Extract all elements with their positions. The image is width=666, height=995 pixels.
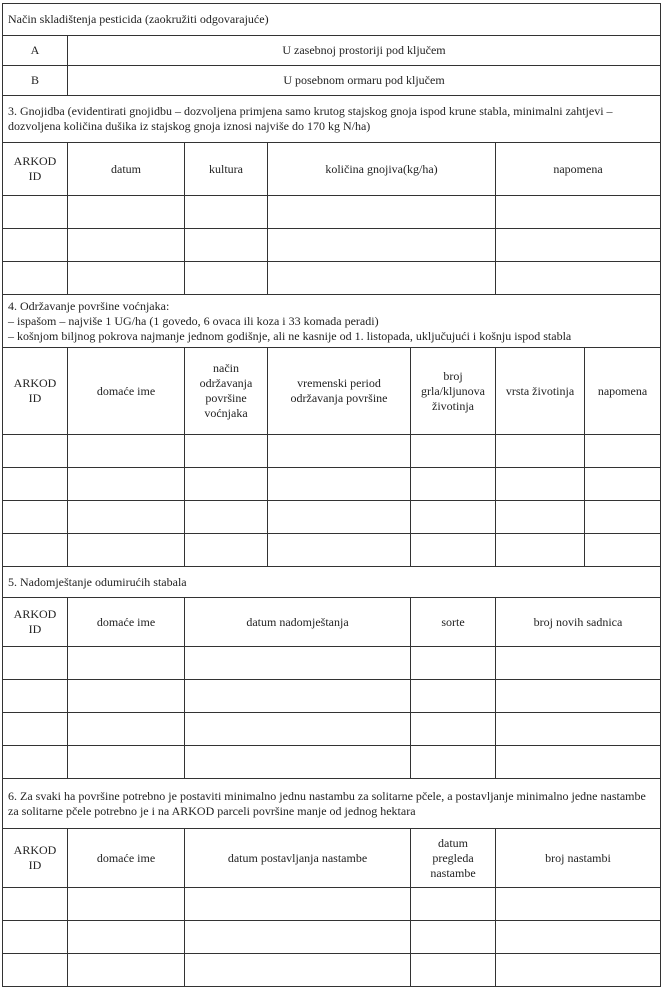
empty-cell[interactable] bbox=[3, 534, 68, 567]
table-row bbox=[3, 746, 661, 779]
column-header: kultura bbox=[185, 143, 268, 196]
column-header: vremenski period održavanja površine bbox=[268, 348, 411, 435]
empty-cell[interactable] bbox=[496, 713, 661, 746]
empty-cell[interactable] bbox=[411, 501, 496, 534]
empty-cell[interactable] bbox=[496, 647, 661, 680]
header-row bbox=[3, 348, 661, 435]
table-row bbox=[3, 196, 661, 229]
empty-cell[interactable] bbox=[496, 229, 661, 262]
empty-cell[interactable] bbox=[3, 647, 68, 680]
storage-option-a[interactable] bbox=[3, 36, 661, 66]
storage-option-b[interactable] bbox=[3, 66, 661, 96]
empty-cell[interactable] bbox=[68, 501, 185, 534]
option-letter[interactable]: A bbox=[3, 36, 68, 66]
empty-cell[interactable] bbox=[3, 196, 68, 229]
empty-cell[interactable] bbox=[585, 435, 661, 468]
empty-cell[interactable] bbox=[68, 262, 185, 295]
empty-cell[interactable] bbox=[411, 888, 496, 921]
empty-cell[interactable] bbox=[411, 954, 496, 987]
column-header: datum bbox=[68, 143, 185, 196]
empty-cell[interactable] bbox=[68, 435, 185, 468]
table-row bbox=[3, 647, 661, 680]
table-row bbox=[3, 888, 661, 921]
table-row bbox=[3, 954, 661, 987]
empty-cell[interactable] bbox=[3, 888, 68, 921]
empty-cell[interactable] bbox=[185, 468, 268, 501]
empty-cell[interactable] bbox=[3, 468, 68, 501]
empty-cell[interactable] bbox=[496, 746, 661, 779]
replacement-table bbox=[2, 566, 661, 779]
table-row bbox=[3, 501, 661, 534]
empty-cell[interactable] bbox=[3, 229, 68, 262]
empty-cell[interactable] bbox=[3, 954, 68, 987]
section-title bbox=[3, 295, 661, 348]
column-header: ARKOD ID bbox=[3, 348, 68, 435]
form-document bbox=[2, 3, 661, 987]
empty-cell[interactable] bbox=[68, 888, 185, 921]
storage-table bbox=[2, 3, 661, 96]
table-row bbox=[3, 262, 661, 295]
column-header: količina gnojiva(kg/ha) bbox=[268, 143, 496, 196]
empty-cell[interactable] bbox=[185, 888, 411, 921]
empty-cell[interactable] bbox=[496, 534, 585, 567]
column-header: vrsta životinja bbox=[496, 348, 585, 435]
empty-cell[interactable] bbox=[185, 501, 268, 534]
empty-cell[interactable] bbox=[68, 954, 185, 987]
empty-cell[interactable] bbox=[3, 501, 68, 534]
fertilization-table bbox=[2, 95, 661, 295]
option-letter[interactable]: B bbox=[3, 66, 68, 96]
empty-cell[interactable] bbox=[496, 888, 661, 921]
empty-cell[interactable] bbox=[268, 435, 411, 468]
empty-cell[interactable] bbox=[268, 534, 411, 567]
empty-cell[interactable] bbox=[268, 262, 496, 295]
empty-cell[interactable] bbox=[3, 680, 68, 713]
column-header: domaće ime bbox=[68, 348, 185, 435]
table-row bbox=[3, 921, 661, 954]
table-row bbox=[3, 229, 661, 262]
empty-cell[interactable] bbox=[411, 921, 496, 954]
column-header: sorte bbox=[411, 598, 496, 647]
column-header: ARKOD ID bbox=[3, 598, 68, 647]
empty-cell[interactable] bbox=[496, 921, 661, 954]
empty-cell[interactable] bbox=[496, 680, 661, 713]
column-header: napomena bbox=[585, 348, 661, 435]
empty-cell[interactable] bbox=[411, 746, 496, 779]
option-text[interactable]: U posebnom ormaru pod ključem bbox=[68, 66, 661, 96]
column-header: domaće ime bbox=[68, 829, 185, 888]
maintenance-table bbox=[2, 294, 661, 567]
empty-cell[interactable] bbox=[411, 534, 496, 567]
empty-cell[interactable] bbox=[68, 468, 185, 501]
header-row bbox=[3, 598, 661, 647]
column-header: datum postavljanja nastambe bbox=[185, 829, 411, 888]
empty-cell[interactable] bbox=[68, 534, 185, 567]
section-title-text: 4. Održavanje površine voćnjaka: bbox=[8, 298, 170, 313]
empty-cell[interactable] bbox=[411, 647, 496, 680]
section-title: 6. Za svaki ha površine potrebno je postaviti minimalno jednu nastambu za solitarne pčele, a postavljanje minimalno jedne nastambe za solitarne pčele potrebno je i na ARKOD parceli površine manje od jednog hektara bbox=[3, 779, 661, 829]
empty-cell[interactable] bbox=[185, 647, 411, 680]
empty-cell[interactable] bbox=[3, 262, 68, 295]
empty-cell[interactable] bbox=[585, 501, 661, 534]
empty-cell[interactable] bbox=[268, 501, 411, 534]
empty-cell[interactable] bbox=[185, 534, 268, 567]
empty-cell[interactable] bbox=[268, 196, 496, 229]
empty-cell[interactable] bbox=[185, 262, 268, 295]
empty-cell[interactable] bbox=[411, 468, 496, 501]
empty-cell[interactable] bbox=[496, 468, 585, 501]
table-row bbox=[3, 713, 661, 746]
header-row bbox=[3, 829, 661, 888]
column-header: datum nadomještanja bbox=[185, 598, 411, 647]
table-row bbox=[3, 534, 661, 567]
empty-cell[interactable] bbox=[268, 229, 496, 262]
empty-cell[interactable] bbox=[68, 746, 185, 779]
empty-cell[interactable] bbox=[585, 468, 661, 501]
empty-cell[interactable] bbox=[68, 196, 185, 229]
column-header: ARKOD ID bbox=[3, 143, 68, 196]
column-header: ARKOD ID bbox=[3, 829, 68, 888]
column-header: napomena bbox=[496, 143, 661, 196]
column-header: broj grla/kljunova životinja bbox=[411, 348, 496, 435]
empty-cell[interactable] bbox=[185, 921, 411, 954]
storage-title: Način skladištenja pesticida (zaokružiti odgovarajuće) bbox=[3, 4, 661, 36]
table-row bbox=[3, 435, 661, 468]
empty-cell[interactable] bbox=[268, 468, 411, 501]
empty-cell[interactable] bbox=[496, 501, 585, 534]
empty-cell[interactable] bbox=[185, 196, 268, 229]
empty-cell[interactable] bbox=[496, 262, 661, 295]
empty-cell[interactable] bbox=[68, 647, 185, 680]
option-text[interactable]: U zasebnoj prostoriji pod ključem bbox=[68, 36, 661, 66]
column-header: način održavanja površine voćnjaka bbox=[185, 348, 268, 435]
table-row bbox=[3, 680, 661, 713]
column-header: datum pregleda nastambe bbox=[411, 829, 496, 888]
section-title: 3. Gnojidba (evidentirati gnojidbu – dozvoljena primjena samo krutog stajskog gnoja ispod krune stabla, minimalni zahtjevi – dozvoljena količina dušika iz stajskog gnoja iznosi najviše do 170 kg N/ha) bbox=[3, 96, 661, 143]
empty-cell[interactable] bbox=[3, 746, 68, 779]
column-header: broj nastambi bbox=[496, 829, 661, 888]
empty-cell[interactable] bbox=[496, 435, 585, 468]
empty-cell[interactable] bbox=[585, 534, 661, 567]
table-row bbox=[3, 468, 661, 501]
empty-cell[interactable] bbox=[68, 680, 185, 713]
section-line: – košnjom biljnog pokrova najmanje jednom godišnje, ali ne kasnije od 1. listopada, uključujući i košnju ispod stabla bbox=[8, 328, 572, 343]
bee-house-table bbox=[2, 778, 661, 987]
empty-cell[interactable] bbox=[496, 196, 661, 229]
empty-cell[interactable] bbox=[3, 921, 68, 954]
empty-cell[interactable] bbox=[185, 229, 268, 262]
empty-cell[interactable] bbox=[411, 435, 496, 468]
column-header: domaće ime bbox=[68, 598, 185, 647]
empty-cell[interactable] bbox=[3, 713, 68, 746]
section-title: 5. Nadomještanje odumirućih stabala bbox=[3, 567, 661, 598]
empty-cell[interactable] bbox=[411, 680, 496, 713]
empty-cell[interactable] bbox=[185, 954, 411, 987]
header-row bbox=[3, 143, 661, 196]
section-line: – ispašom – najviše 1 UG/ha (1 govedo, 6 ovaca ili koza i 33 komada peradi) bbox=[8, 313, 379, 328]
empty-cell[interactable] bbox=[3, 435, 68, 468]
empty-cell[interactable] bbox=[185, 435, 268, 468]
column-header: broj novih sadnica bbox=[496, 598, 661, 647]
empty-cell[interactable] bbox=[185, 713, 411, 746]
empty-cell[interactable] bbox=[185, 680, 411, 713]
empty-cell[interactable] bbox=[185, 746, 411, 779]
empty-cell[interactable] bbox=[68, 713, 185, 746]
empty-cell[interactable] bbox=[496, 954, 661, 987]
empty-cell[interactable] bbox=[68, 921, 185, 954]
empty-cell[interactable] bbox=[68, 229, 185, 262]
empty-cell[interactable] bbox=[411, 713, 496, 746]
